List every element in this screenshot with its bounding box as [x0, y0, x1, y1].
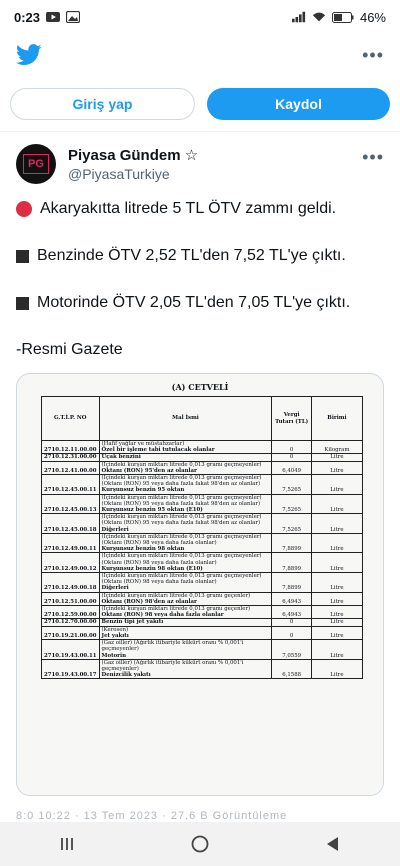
- row-tax: 0: [272, 619, 311, 626]
- tweet-line-2: [16, 247, 386, 265]
- row-name: [99, 626, 272, 639]
- row-name: [99, 475, 272, 495]
- table-row: [42, 573, 363, 593]
- youtube-notification-icon: [46, 11, 60, 23]
- row-title: Kurşunsuz benzin 95 oktan (E10): [101, 507, 203, 514]
- table-row: [42, 494, 363, 514]
- header-more-icon[interactable]: •••: [362, 44, 384, 65]
- row-note: (İçindeki kurşun miktarı litrede 0,013 gramı geçmeyenler) (Oktanı (RON) 95 veya daha fazla fakat 98'den az olanlar): [101, 494, 262, 507]
- row-tax: 7,8899: [272, 533, 311, 553]
- signal-icon: [292, 11, 306, 23]
- row-tax: 6,4943: [272, 606, 311, 619]
- row-note: (İçindeki kurşun miktarı litrede 0,013 gramı geçenler): [101, 606, 251, 613]
- twitter-header: [0, 36, 400, 74]
- avatar[interactable]: [16, 144, 56, 184]
- table-row: [42, 592, 363, 605]
- row-unit: Litre: [311, 533, 362, 553]
- row-code: 2710.12.70.00.00: [42, 619, 100, 626]
- row-note: (Gaz oiller) (Ağırlık itibariyle kükürt oranı % 0,001'i geçmeyenler): [101, 659, 244, 672]
- divider: [0, 131, 400, 132]
- author-names: [68, 146, 198, 182]
- row-code: 2710.12.49.00.11: [42, 533, 100, 553]
- row-name: [99, 494, 272, 514]
- row-code: 2710.12.45.00.13: [42, 494, 100, 514]
- back-icon[interactable]: [323, 834, 343, 854]
- recent-apps-icon[interactable]: [57, 834, 77, 854]
- doc-title: (A) CETVELİ: [171, 382, 229, 392]
- row-unit: Litre: [311, 454, 362, 461]
- row-tax: 0: [272, 441, 311, 454]
- row-code: 2710.12.41.00.00: [42, 461, 100, 474]
- row-unit: Litre: [311, 494, 362, 514]
- auth-buttons: [10, 88, 390, 120]
- status-left: [14, 10, 80, 25]
- row-name: [99, 553, 272, 573]
- row-note: (Hafif yağlar ve müstahzarlar): [101, 441, 185, 447]
- cetvel-table: [41, 396, 363, 679]
- row-title: Oktanı (RON) 98'den az olanlar: [101, 598, 197, 605]
- row-note: (İçindeki kurşun miktarı litrede 0,013 gramı geçmeyenler) (Oktanı (RON) 98 veya daha fazla olanlar): [101, 533, 262, 547]
- row-note: (Gaz oiller) (Ağırlık itibariyle kükürt oranı % 0,001'i geçmeyenler): [101, 640, 244, 653]
- table-row: [42, 619, 363, 626]
- wifi-icon: [312, 11, 326, 23]
- row-title: Benzin tipi jet yakıtı: [101, 619, 164, 626]
- tweet-line-1: [16, 200, 386, 218]
- row-tax: 6,1588: [272, 659, 311, 679]
- table-row: [42, 606, 363, 619]
- row-code: 2710.12.59.00.00: [42, 606, 100, 619]
- row-tax: 6,4049: [272, 461, 311, 474]
- row-title: Kurşunsuz benzin 95 oktan: [101, 487, 185, 494]
- row-code: 2710.12.49.00.18: [42, 573, 100, 593]
- star-icon: ☆: [184, 147, 199, 164]
- row-tax: 7,5265: [272, 494, 311, 514]
- avatar-logo: PG: [23, 154, 49, 174]
- row-unit: Litre: [311, 592, 362, 605]
- tweet-line-4: [16, 341, 386, 359]
- row-title: Kurşunsuz benzin 98 oktan: [101, 546, 185, 553]
- row-name: [99, 533, 272, 553]
- login-button[interactable]: Giriş yap: [10, 88, 195, 120]
- row-note: (İçindeki kurşun miktarı litrede 0,013 gramı geçmeyenler) (Oktanı (RON) 98 veya daha fazla olanlar): [101, 553, 262, 566]
- table-row: [42, 640, 363, 660]
- row-note: (İçindeki kurşun miktarı litrede 0,013 gramı geçmeyenler): [101, 461, 262, 468]
- row-name: [99, 514, 272, 534]
- tweet-image[interactable]: [16, 373, 384, 796]
- row-code: 2710.12.11.00.00: [42, 441, 100, 454]
- row-title: Diğerleri: [101, 585, 129, 592]
- tweet-line-4-text: -Resmi Gazete: [16, 341, 123, 358]
- tweet-line-1-text: Akaryakıtta litrede 5 TL ÖTV zammı geldi.: [40, 200, 337, 217]
- twitter-bird-icon[interactable]: [16, 44, 42, 66]
- table-row: [42, 533, 363, 553]
- row-code: 2710.19.43.00.11: [42, 640, 100, 660]
- row-code: 2710.12.31.00.00: [42, 454, 100, 461]
- row-tax: 7,8899: [272, 553, 311, 573]
- row-unit: Litre: [311, 659, 362, 679]
- row-unit: Litre: [311, 573, 362, 593]
- row-note: (İçindeki kurşun miktarı litrede 0,013 gramı geçenler): [101, 592, 251, 599]
- row-name: [99, 573, 272, 593]
- battery-percent: 46%: [359, 9, 386, 25]
- row-tax: 7,5265: [272, 475, 311, 495]
- row-unit: Kilogram: [311, 441, 362, 454]
- row-unit: Litre: [311, 626, 362, 639]
- tweet-line-3-text: Motorinde ÖTV 2,05 TL'den 7,05 TL'ye çıktı.: [37, 294, 351, 311]
- table-row: [42, 626, 363, 639]
- table-row: [42, 553, 363, 573]
- row-name: [99, 640, 272, 660]
- table-row: [42, 454, 363, 461]
- row-name: [99, 606, 272, 619]
- row-tax: 7,0559: [272, 640, 311, 660]
- row-unit: Litre: [311, 461, 362, 474]
- row-title: Oktanı (RON) 95'den az olanlar: [101, 467, 197, 474]
- row-title: Özel bir işleme tabi tutulacak olanlar: [101, 447, 215, 454]
- row-code: 2710.19.21.00.00: [42, 626, 100, 639]
- row-note: (Kerosen): [101, 626, 129, 633]
- row-unit: Litre: [311, 514, 362, 534]
- status-bar: [0, 0, 400, 34]
- header-unit: Birimi: [311, 397, 362, 441]
- row-tax: 7,5265: [272, 514, 311, 534]
- red-circle-icon: [16, 201, 32, 217]
- row-name: [99, 441, 272, 454]
- author-name-text: Piyasa Gündem: [68, 147, 181, 164]
- row-title: Denizcilik yakıtı: [101, 672, 151, 679]
- row-note: (İçindeki kurşun miktarı litrede 0,013 gramı geçmeyenler) (Oktanı (RON) 95 veya daha fazla fakat 98'den az olanlar): [101, 475, 262, 488]
- row-tax: 7,8899: [272, 573, 311, 593]
- row-name: [99, 461, 272, 474]
- row-title: Diğerleri: [101, 526, 129, 533]
- header-tax: Vergi Tutarı (TL): [272, 397, 311, 441]
- row-code: 2710.12.49.00.12: [42, 553, 100, 573]
- author-handle[interactable]: @PiyasaTurkiye: [68, 166, 170, 182]
- row-name: [99, 454, 272, 461]
- home-icon[interactable]: [190, 834, 210, 854]
- author-name[interactable]: [68, 146, 198, 164]
- row-title: Uçak benzini: [101, 454, 141, 461]
- table-row: [42, 475, 363, 495]
- row-title: Kurşunsuz benzin 98 oktan (E10): [101, 565, 203, 572]
- header-name: Mal İsmi: [99, 397, 272, 441]
- status-right: [292, 10, 386, 25]
- row-unit: Litre: [311, 475, 362, 495]
- row-unit: Litre: [311, 606, 362, 619]
- table-header-row: [42, 397, 363, 441]
- row-name: [99, 659, 272, 679]
- table-row: [42, 441, 363, 454]
- tweet-line-3: [16, 294, 386, 312]
- status-time: 0:23: [14, 9, 41, 25]
- row-name: [99, 619, 272, 626]
- black-square-icon: [16, 250, 29, 263]
- row-unit: Litre: [311, 553, 362, 573]
- battery-icon: [332, 12, 354, 23]
- row-title: Oktanı (RON) 98 veya daha fazla olanlar: [101, 612, 224, 619]
- tweet-more-icon[interactable]: •••: [362, 146, 384, 167]
- row-code: 2710.12.51.00.00: [42, 592, 100, 605]
- table-body: [42, 441, 363, 679]
- row-unit: Litre: [311, 640, 362, 660]
- tweet-author: [16, 142, 384, 186]
- tweet-meta: 8:0 10:22 · 13 Tem 2023 · 27,6 B Görüntüleme: [16, 810, 288, 820]
- row-title: Motorin: [101, 652, 126, 659]
- gallery-notification-icon: [66, 11, 80, 23]
- row-code: 2710.19.43.00.17: [42, 659, 100, 679]
- row-tax: 0: [272, 454, 311, 461]
- system-nav-bar: [0, 822, 400, 866]
- row-tax: 0: [272, 626, 311, 639]
- row-code: 2710.12.45.00.11: [42, 475, 100, 495]
- table-row: [42, 514, 363, 534]
- row-code: 2710.12.45.00.18: [42, 514, 100, 534]
- row-title: Jet yakıtı: [101, 632, 129, 639]
- signup-button[interactable]: Kaydol: [207, 88, 390, 120]
- table-row: [42, 659, 363, 679]
- row-note: (İçindeki kurşun miktarı litrede 0,013 gramı geçmeyenler) (Oktanı (RON) 98 veya daha fazla olanlar): [101, 573, 262, 586]
- row-name: [99, 592, 272, 605]
- tweet-line-2-text: Benzinde ÖTV 2,52 TL'den 7,52 TL'ye çıktı.: [37, 247, 346, 264]
- header-code: G.T.İ.P. NO: [42, 397, 100, 441]
- row-tax: 6,4943: [272, 592, 311, 605]
- row-note: (İçindeki kurşun miktarı litrede 0,013 gramı geçmeyenler) (Oktanı (RON) 95 veya daha fazla fakat 98'den az olanlar): [101, 514, 262, 527]
- black-square-icon: [16, 297, 29, 310]
- table-row: [42, 461, 363, 474]
- row-unit: Litre: [311, 619, 362, 626]
